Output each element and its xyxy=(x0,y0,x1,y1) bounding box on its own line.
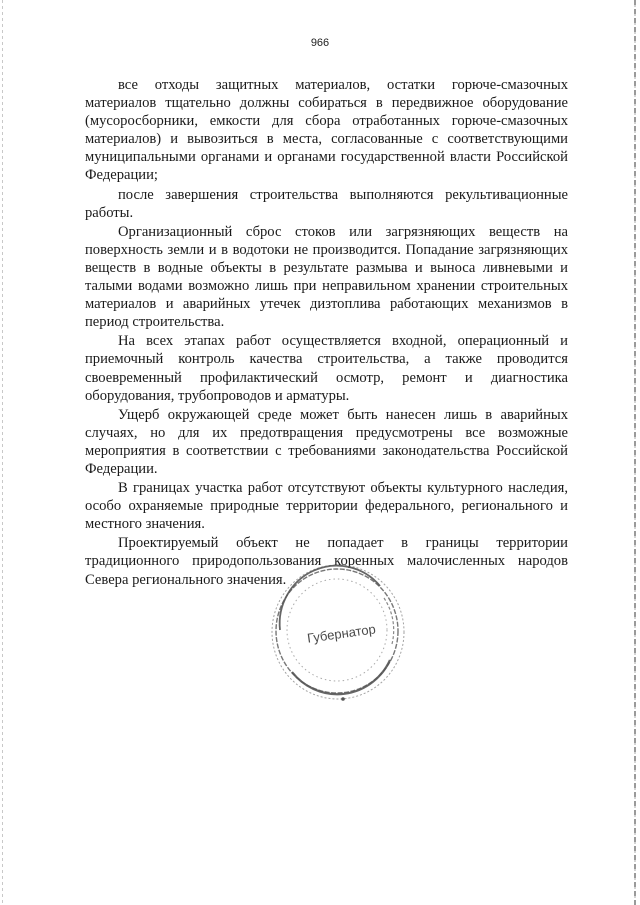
seal-icon xyxy=(262,552,412,707)
paragraph-quality-control: На всех этапах работ осуществляется входной, операционный и приемочный контроль качества строительства, а также проводится своевременный профилактический осмотр, ремонт и диагностика оборудования, трубопроводов и арматуры. xyxy=(85,333,568,404)
page-number: 966 xyxy=(310,37,330,49)
scan-edge-right xyxy=(634,0,636,905)
scan-edge-left xyxy=(2,0,3,905)
paragraph-heritage: В границах участка работ отсутствуют объекты культурного наследия, особо охраняемые природные территории федерального, регионального и местного значения. xyxy=(85,480,568,533)
paragraph-traditional-use: Проектируемый объект не попадает в границы территории традиционного природопользования коренных малочисленных народов Севера регионального значения. xyxy=(85,535,568,588)
paragraph-recultivation: после завершения строительства выполняются рекультивационные работы. xyxy=(85,186,568,221)
paragraph-damage: Ущерб окружающей среде может быть нанесен лишь в аварийных случаях, но для их предотвращения предусмотрены все возможные мероприятия в соответствии с требованиями законодательства Российской Федерации. xyxy=(85,406,568,477)
official-seal-stamp xyxy=(262,552,412,707)
paragraph-waste: все отходы защитных материалов, остатки горюче-смазочных материалов тщательно должны собираться в передвижное оборудование (мусоросборники, емкости для сбора отработанных горюче-смазочных материалов) и вывозиться в места, согласованные с соответствующими муниципальными органами и органами государственной власти Российской Федерации; xyxy=(85,77,568,184)
document-body xyxy=(85,76,568,589)
paragraph-discharge: Организационный сброс стоков или загрязняющих веществ на поверхность земли и в водотоки не производится. Попадание загрязняющих веществ в водные объекты в результате размыва и выноса ливневыми и талыми водами возможно лишь при неправильном хранении строительных материалов и аварийных утечек дизтоплива работающих механизмов в период строительства. xyxy=(85,223,568,331)
seal-text: Губернатор xyxy=(306,621,377,646)
